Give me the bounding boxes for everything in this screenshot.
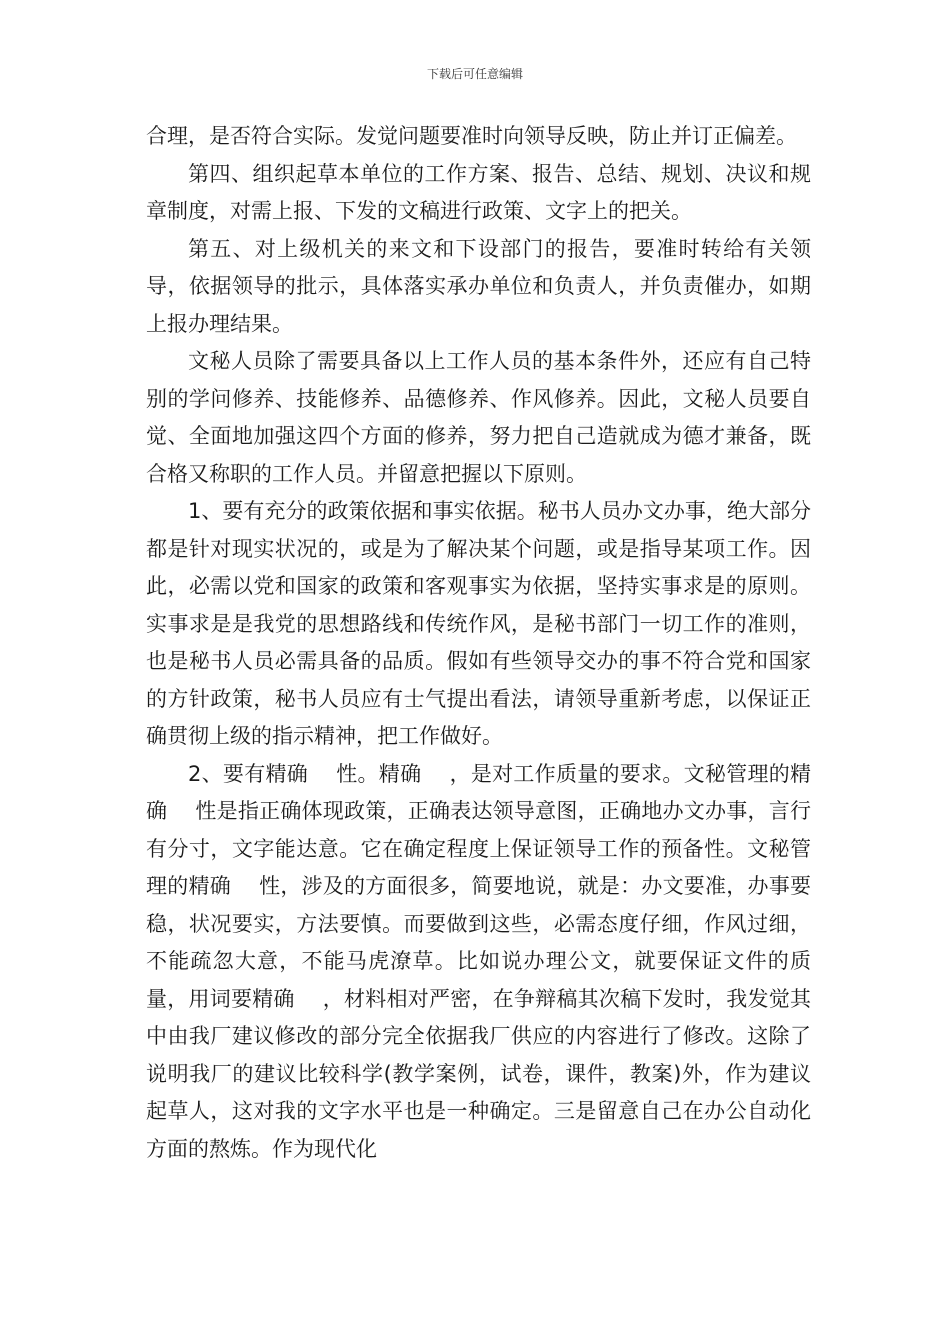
- paragraph-principle-two: 2、要有精确 性。精确 ，是对工作质量的要求。文秘管理的精确 性是指正确体现政策，正确表达领导意图，正确地办文办事，言行有分寸，文字能达意。它在确定程度上保证领导工作的预备性。文秘管理的精确 性，涉及的方面很多，简要地说，就是：办文要准，办事要稳，状况要实，方法要慎。而要做到这些，必需态度仔细，作风过细，不能疏忽大意，不能马虎潦草。比如说办理公文，就要保证文件的质量，用词要精确 ，材料相对严密，在争辩稿其次稿下发时，我发觉其中由我厂建议修改的部分完全依据我厂供应的内容进行了修改。这除了说明我厂的建议比较科学(教学案例，试卷，课件，教案)外，作为建议起草人，这对我的文字水平也是一种确定。三是留意自己在办公自动化方面的熬炼。作为现代化: [146, 761, 811, 1161]
- page-header: 下载后可任意编辑: [426, 67, 523, 81]
- paragraph-item-four: 第四、组织起草本单位的工作方案、报告、总结、规划、决议和规章制度，对需上报、下发的文稿进行政策、文字上的把关。: [146, 161, 811, 223]
- paragraph-principle-one: 1、要有充分的政策依据和事实依据。秘书人员办文办事，绝大部分都是针对现实状况的，或是为了解决某个问题，或是指导某项工作。因此，必需以党和国家的政策和客观事实为依据，坚持实事求是的原则。实事求是是我党的思想路线和传统作风，是秘书部门一切工作的准则，也是秘书人员必需具备的品质。假如有些领导交办的事不符合党和国家的方针政策，秘书人员应有士气提出看法，请领导重新考虑，以保证正确贯彻上级的指示精神，把工作做好。: [146, 499, 811, 748]
- document-body: [146, 118, 811, 1168]
- paragraph-continuation: 合理，是否符合实际。发觉问题要准时向领导反映，防止并订正偏差。: [146, 124, 797, 148]
- paragraph-qualifications: 文秘人员除了需要具备以上工作人员的基本条件外，还应有自己特别的学问修养、技能修养、品德修养、作风修养。因此，文秘人员要自觉、全面地加强这四个方面的修养，努力把自己造就成为德才兼备，既合格又称职的工作人员。并留意把握以下原则。: [146, 349, 811, 486]
- paragraph-item-five: 第五、对上级机关的来文和下设部门的报告，要准时转给有关领导，依据领导的批示，具体落实承办单位和负责人，并负责催办，如期上报办理结果。: [146, 236, 811, 336]
